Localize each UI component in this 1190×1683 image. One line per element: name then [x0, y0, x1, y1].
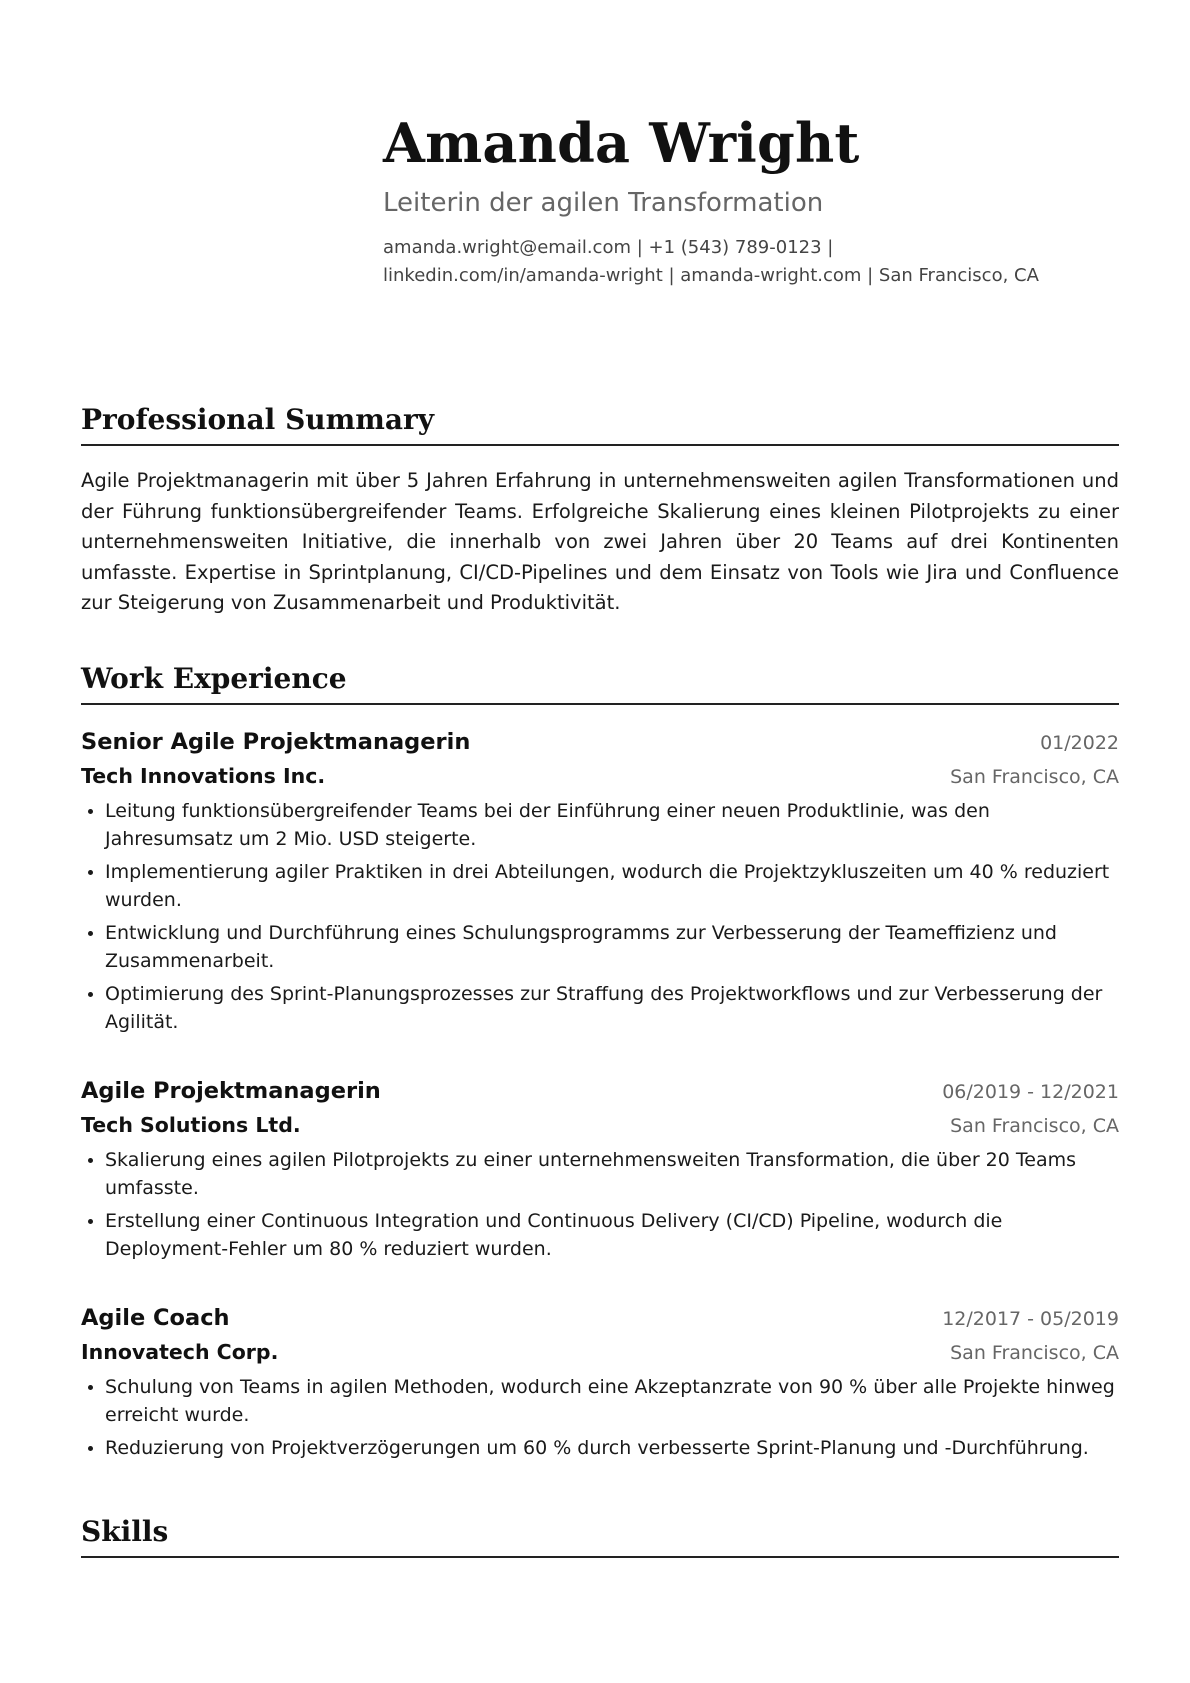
job-company-row [81, 759, 1119, 793]
job-title: Agile Projektmanagerin [81, 1077, 381, 1104]
job-company-row [81, 1335, 1119, 1369]
work-experience-section [81, 661, 1119, 1462]
job-company: Innovatech Corp. [81, 1339, 279, 1364]
job-title: Senior Agile Projektmanagerin [81, 728, 471, 755]
job-bullet-list [81, 1146, 1119, 1263]
job-bullet-list [81, 1373, 1119, 1462]
resume-header [383, 108, 1103, 290]
job-bullet: Erstellung einer Continuous Integration und Continuous Delivery (CI/CD) Pipeline, wodurch die Deployment-Fehler um 80 % reduziert wurden. [81, 1207, 1119, 1263]
job-bullet: Leitung funktionsübergreifender Teams bei der Einführung einer neuen Produktlinie, was den Jahresumsatz um 2 Mio. USD steigerte. [81, 797, 1119, 853]
skills-heading: Skills [81, 1514, 1119, 1558]
summary-text: Agile Projektmanagerin mit über 5 Jahren Erfahrung in unternehmensweiten agilen Transformationen und der Führung funktionsübergreifender Teams. Erfolgreiche Skalierung eines kleinen Pilotprojekts zu einer unternehmensweiten Initiative, die innerhalb von zwei Jahren über 20 Teams auf drei Kontinenten umfasste. Expertise in Sprintplanung, CI/CD-Pipelines und dem Einsatz von Tools wie Jira und Confluence zur Steigerung von Zusammenarbeit und Produktivität. [81, 469, 1119, 614]
job-entry [81, 725, 1119, 1036]
summary-heading: Professional Summary [81, 402, 1119, 446]
job-header-row [81, 1074, 1119, 1108]
job-location: San Francisco, CA [950, 1341, 1119, 1364]
job-bullet: Optimierung des Sprint-Planungsprozesses zur Straffung des Projektworkflows und zur Verbesserung der Agilität. [81, 980, 1119, 1036]
candidate-name: Amanda Wright [383, 111, 860, 175]
contact-line-2: linkedin.com/in/amanda-wright | amanda-wright.com | San Francisco, CA [383, 265, 1039, 286]
job-date: 06/2019 - 12/2021 [942, 1080, 1119, 1103]
job-bullet: Schulung von Teams in agilen Methoden, wodurch eine Akzeptanzrate von 90 % über alle Projekte hinweg erreicht wurde. [81, 1373, 1119, 1429]
summary-section [81, 402, 1119, 619]
job-header-row [81, 725, 1119, 759]
job-title: Agile Coach [81, 1304, 230, 1331]
job-entry [81, 1301, 1119, 1462]
job-entry [81, 1074, 1119, 1263]
job-header-row [81, 1301, 1119, 1335]
job-date: 01/2022 [1040, 731, 1119, 754]
job-company-row [81, 1108, 1119, 1142]
contact-info [383, 234, 1103, 290]
job-location: San Francisco, CA [950, 765, 1119, 788]
job-bullet: Skalierung eines agilen Pilotprojekts zu einer unternehmensweiten Transformation, die über 20 Teams umfasste. [81, 1146, 1119, 1202]
job-bullet: Reduzierung von Projektverzögerungen um 60 % durch verbesserte Sprint-Planung und -Durchführung. [81, 1434, 1119, 1462]
job-company: Tech Solutions Ltd. [81, 1112, 301, 1137]
job-location: San Francisco, CA [950, 1114, 1119, 1137]
contact-line-1: amanda.wright@email.com | +1 (543) 789-0123 | [383, 237, 834, 258]
job-company: Tech Innovations Inc. [81, 763, 326, 788]
job-bullet: Entwicklung und Durchführung eines Schulungsprogramms zur Verbesserung der Teameffizienz und Zusammenarbeit. [81, 919, 1119, 975]
candidate-headline: Leiterin der agilen Transformation [383, 188, 824, 218]
resume-content [81, 402, 1119, 1558]
job-bullet: Implementierung agiler Praktiken in drei Abteilungen, wodurch die Projektzykluszeiten um 40 % reduziert wurden. [81, 858, 1119, 914]
work-experience-heading: Work Experience [81, 661, 1119, 705]
job-date: 12/2017 - 05/2019 [942, 1307, 1119, 1330]
job-bullet-list [81, 797, 1119, 1036]
skills-section [81, 1514, 1119, 1558]
